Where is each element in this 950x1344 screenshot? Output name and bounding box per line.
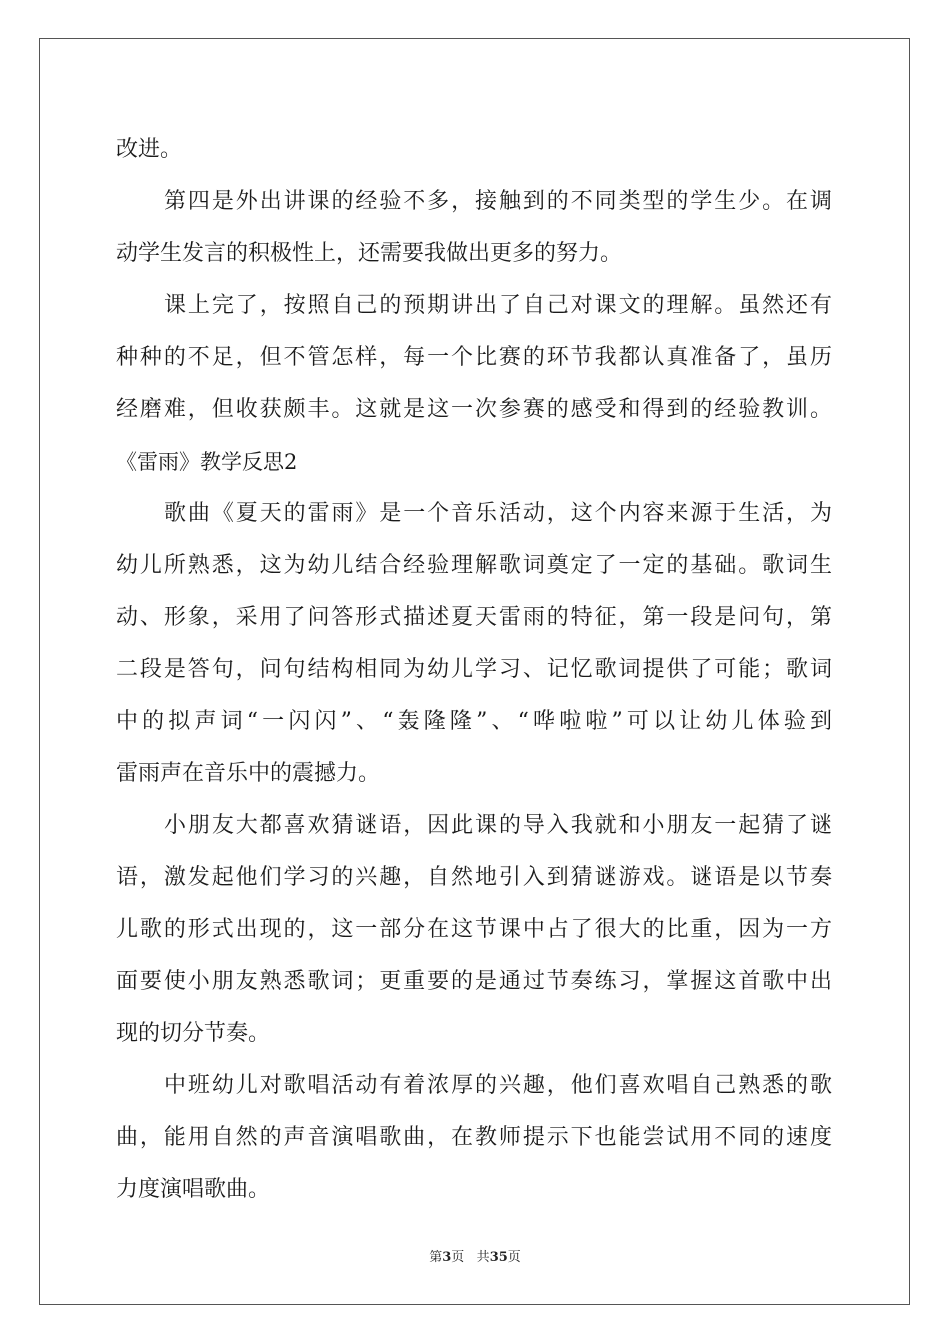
footer-page-suffix: 页: [451, 1250, 465, 1265]
paragraph-line: 第四是外出讲课的经验不多，接触到的不同类型的学生少。在调: [164, 189, 832, 214]
paragraph-line: 儿歌的形式出现的，这一部分在这节课中占了很大的比重，因为一方: [116, 917, 832, 942]
paragraph-line: 力度演唱歌曲。: [116, 1177, 271, 1202]
page-footer: [0, 1246, 950, 1265]
paragraph-line: 改进。: [116, 137, 183, 162]
footer-total-prefix: 共: [476, 1250, 490, 1265]
paragraph-line: 动学生发言的积极性上，还需要我做出更多的努力。: [116, 241, 623, 266]
paragraph-line: 经磨难，但收获颇丰。这就是这一次参赛的感受和得到的经验教训。: [116, 397, 832, 422]
paragraph-line: 曲，能用自然的声音演唱歌曲，在教师提示下也能尝试用不同的速度: [116, 1125, 832, 1150]
paragraph-line: 种种的不足，但不管怎样，每一个比赛的环节我都认真准备了，虽历: [116, 345, 832, 370]
paragraph-line: 雷雨声在音乐中的震撼力。: [116, 761, 381, 786]
paragraph-line: 面要使小朋友熟悉歌词；更重要的是通过节奏练习，掌握这首歌中出: [116, 969, 832, 994]
document-body: [116, 124, 832, 1216]
paragraph-line: 中的拟声词“一闪闪”、“轰隆隆”、“哗啦啦”可以让幼儿体验到: [116, 709, 832, 734]
paragraph-line: 现的切分节奏。: [116, 1021, 271, 1046]
section-heading: 《雷雨》教学反思2: [116, 450, 298, 474]
paragraph-line: 小朋友大都喜欢猜谜语，因此课的导入我就和小朋友一起猜了谜: [164, 813, 832, 838]
paragraph-line: 中班幼儿对歌唱活动有着浓厚的兴趣，他们喜欢唱自己熟悉的歌: [164, 1073, 832, 1098]
footer-prefix: 第: [429, 1250, 443, 1265]
footer-total-suffix: 页: [507, 1250, 521, 1265]
current-page-number: 3: [442, 1250, 452, 1265]
paragraph-line: 二段是答句，问句结构相同为幼儿学习、记忆歌词提供了可能；歌词: [116, 657, 832, 682]
paragraph-line: 语，激发起他们学习的兴趣，自然地引入到猜谜游戏。谜语是以节奏: [116, 865, 832, 890]
total-page-count: 35: [489, 1250, 508, 1265]
paragraph-line: 课上完了，按照自己的预期讲出了自己对课文的理解。虽然还有: [164, 293, 832, 318]
paragraph-line: 歌曲《夏天的雷雨》是一个音乐活动，这个内容来源于生活，为: [164, 501, 832, 526]
paragraph-line: 动、形象，采用了问答形式描述夏天雷雨的特征，第一段是问句，第: [116, 605, 832, 630]
paragraph-line: 幼儿所熟悉，这为幼儿结合经验理解歌词奠定了一定的基础。歌词生: [116, 553, 832, 578]
